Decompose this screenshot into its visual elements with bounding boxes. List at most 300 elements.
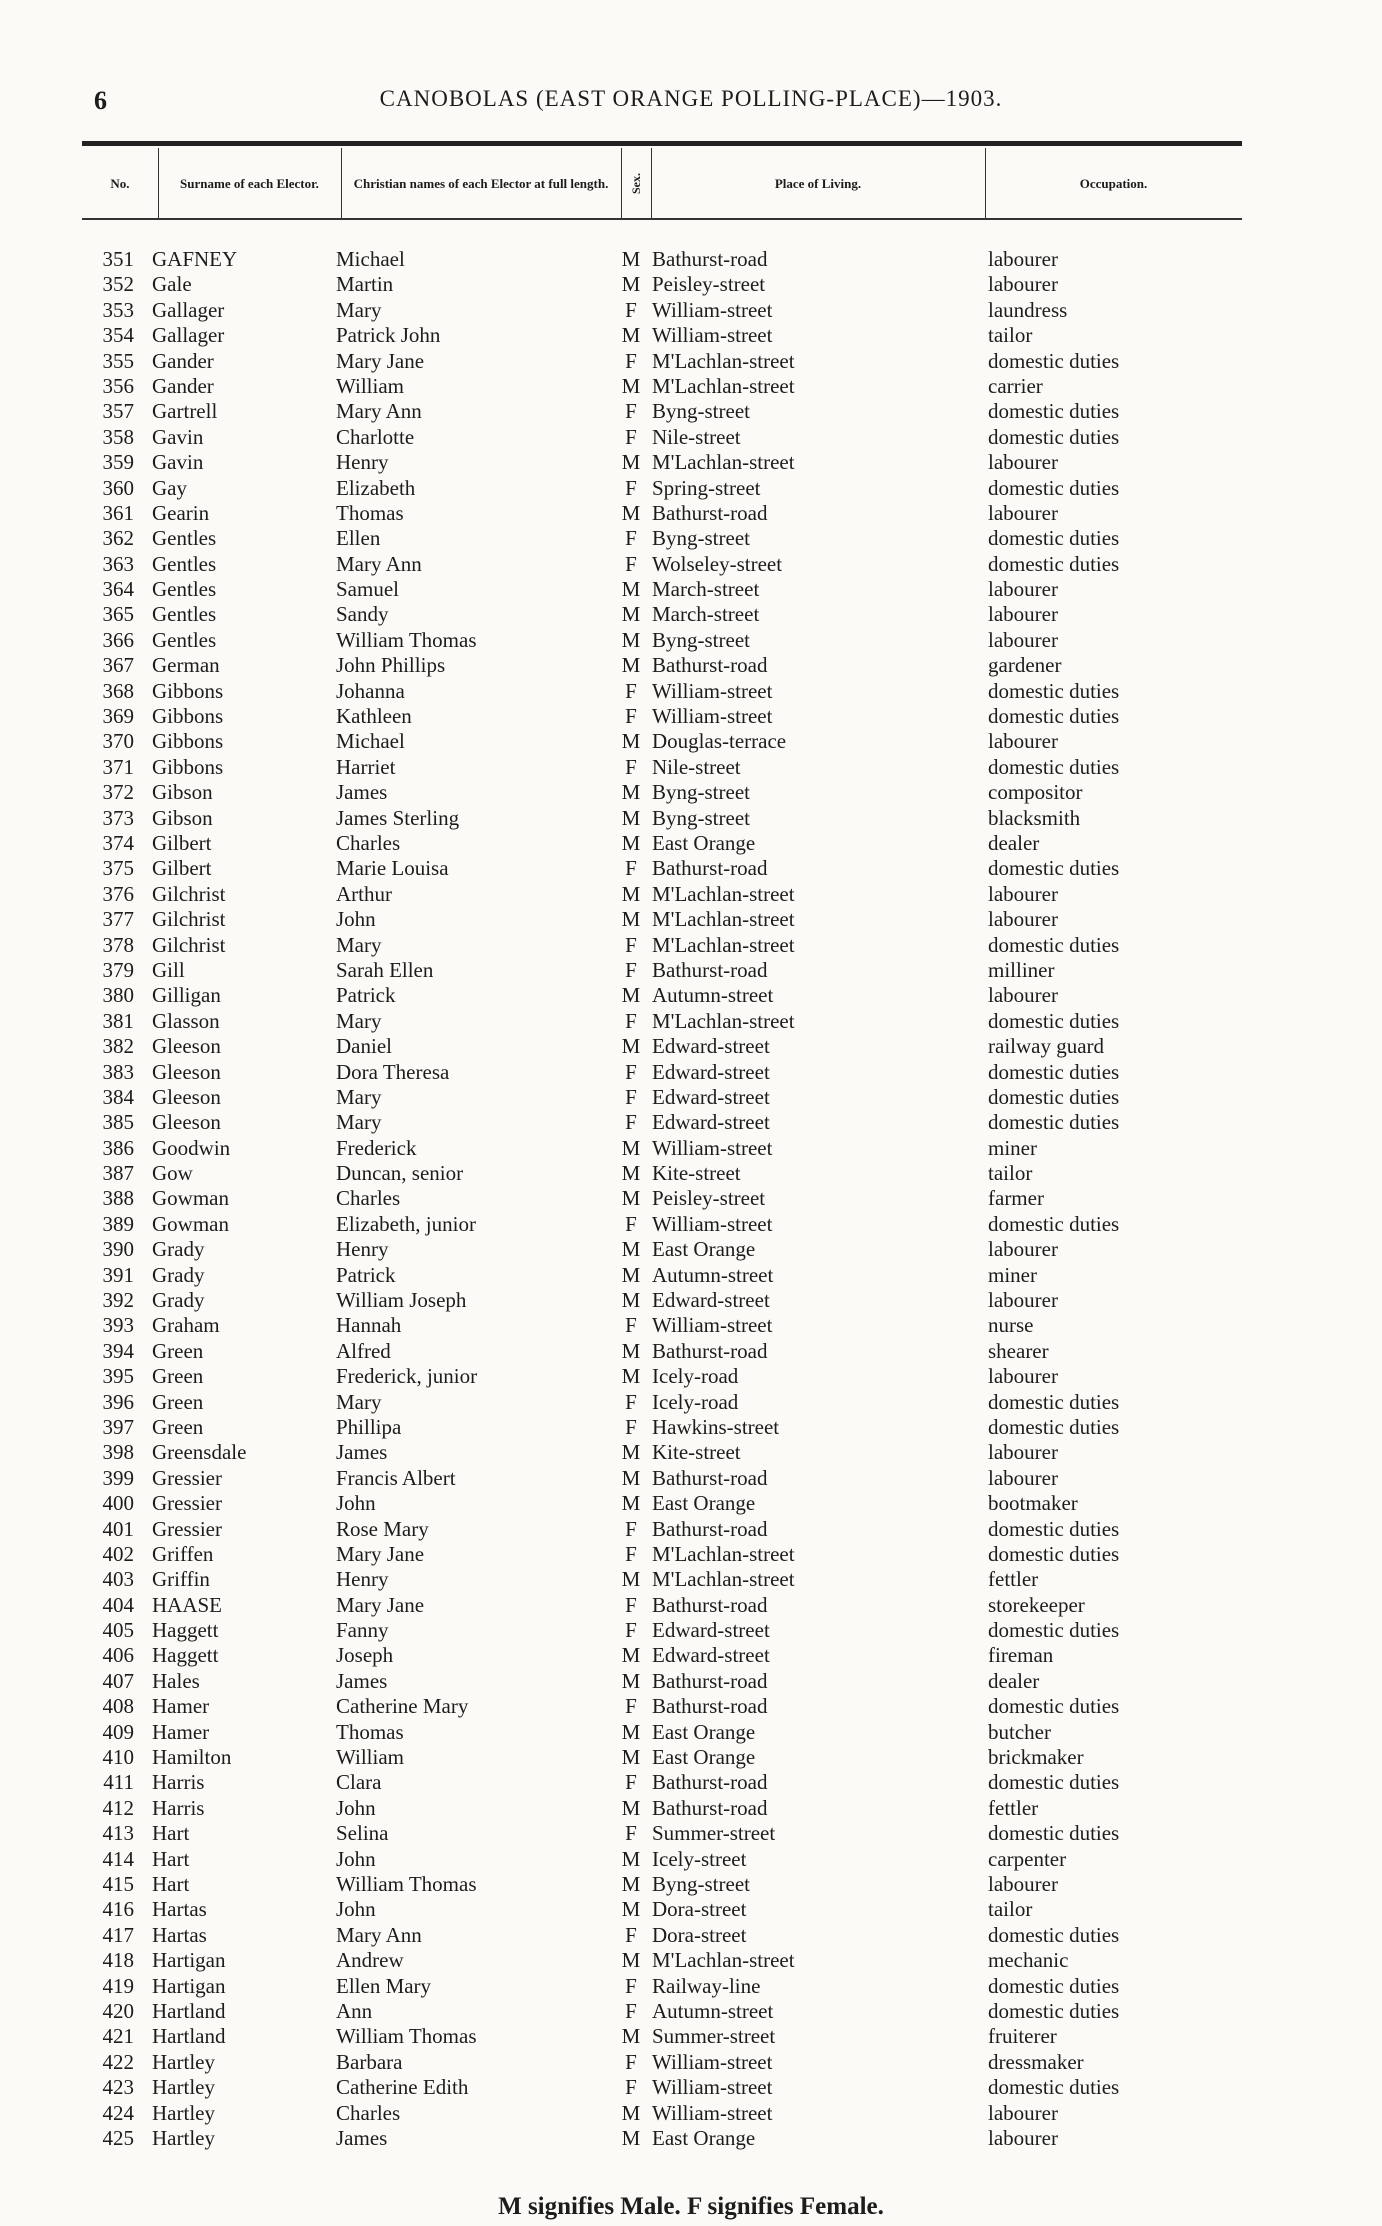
cell-no: 420 (102, 1998, 134, 2023)
cell-surname: Gressier (152, 1491, 222, 1516)
cell-sex: F (625, 1998, 637, 2023)
cell-christian: Mary Jane (336, 1592, 425, 1617)
cell-sex: M (621, 2024, 641, 2049)
cell-place: M'Lachlan-street (652, 373, 795, 398)
cell-occupation: labourer (988, 907, 1058, 932)
table-row (0, 1364, 1382, 1389)
cell-no: 362 (102, 526, 134, 551)
cell-occupation: carrier (988, 373, 1043, 398)
cell-no: 372 (102, 780, 134, 805)
cell-place: Bathurst-road (652, 1338, 768, 1363)
cell-no: 388 (102, 1186, 134, 1211)
cell-no: 358 (102, 424, 134, 449)
cell-surname: Gallager (152, 323, 225, 348)
cell-no: 419 (102, 1973, 134, 1998)
cell-christian: Henry (336, 450, 389, 475)
cell-surname: Grady (152, 1262, 205, 1287)
cell-christian: Sandy (336, 602, 389, 627)
cell-occupation: carpenter (988, 1846, 1067, 1871)
cell-no: 400 (102, 1491, 134, 1516)
cell-surname: Glasson (152, 1008, 220, 1033)
table-row (0, 1263, 1382, 1288)
cell-sex: F (625, 399, 637, 424)
cell-sex: F (625, 754, 637, 779)
cell-sex: F (625, 1516, 637, 1541)
cell-surname: Gander (152, 348, 214, 373)
cell-sex: M (621, 272, 641, 297)
cell-surname: Green (152, 1364, 204, 1389)
cell-christian: Clara (336, 1770, 382, 1795)
cell-surname: Gilchrist (152, 932, 226, 957)
cell-surname: Haggett (152, 1618, 219, 1643)
cell-no: 352 (102, 272, 134, 297)
table-row (0, 806, 1382, 831)
cell-christian: Joseph (336, 1643, 394, 1668)
cell-place: Icely-street (652, 1846, 747, 1871)
cell-surname: Green (152, 1338, 204, 1363)
table-row (0, 1974, 1382, 1999)
table-row (0, 1770, 1382, 1795)
cell-surname: HAASE (152, 1592, 223, 1617)
cell-no: 405 (102, 1618, 134, 1643)
cell-no: 397 (102, 1414, 134, 1439)
cell-place: East Orange (652, 1719, 756, 1744)
cell-occupation: labourer (988, 1288, 1058, 1313)
cell-christian: Dora Theresa (336, 1059, 450, 1084)
cell-occupation: labourer (988, 627, 1058, 652)
cell-sex: M (621, 1034, 641, 1059)
cell-christian: William Joseph (336, 1288, 467, 1313)
cell-surname: Gale (152, 272, 192, 297)
cell-occupation: labourer (988, 1237, 1058, 1262)
table-row (0, 1593, 1382, 1618)
cell-occupation: domestic duties (988, 1694, 1120, 1719)
table-row (0, 1339, 1382, 1364)
cell-place: Edward-street (652, 1110, 770, 1135)
table-row (0, 298, 1382, 323)
cell-place: M'Lachlan-street (652, 450, 795, 475)
cell-christian: Henry (336, 1237, 389, 1262)
cell-place: William-street (652, 2075, 773, 2100)
cell-occupation: domestic duties (988, 2075, 1120, 2100)
cell-place: William-street (652, 1135, 773, 1160)
cell-sex: M (621, 500, 641, 525)
elector-list (0, 247, 1382, 2151)
cell-surname: Gentles (152, 551, 217, 576)
table-row (0, 1415, 1382, 1440)
table-row (0, 476, 1382, 501)
cell-place: March-street (652, 577, 760, 602)
cell-surname: Hartland (152, 1998, 226, 2023)
cell-no: 422 (102, 2049, 134, 2074)
cell-surname: Haggett (152, 1643, 219, 1668)
cell-no: 396 (102, 1389, 134, 1414)
table-row (0, 1491, 1382, 1516)
cell-no: 408 (102, 1694, 134, 1719)
cell-occupation: dressmaker (988, 2049, 1084, 2074)
cell-christian: John (336, 1795, 376, 1820)
cell-sex: F (625, 1922, 637, 1947)
table-row (0, 450, 1382, 475)
cell-christian: William (336, 373, 404, 398)
cell-no: 361 (102, 500, 134, 525)
cell-christian: Johanna (336, 678, 405, 703)
cell-place: Nile-street (652, 754, 741, 779)
cell-christian: Frederick (336, 1135, 417, 1160)
table-row (0, 1517, 1382, 1542)
cell-occupation: labourer (988, 1440, 1058, 1465)
cell-occupation: shearer (988, 1338, 1049, 1363)
table-row (0, 2101, 1382, 2126)
cell-occupation: domestic duties (988, 678, 1120, 703)
cell-no: 381 (102, 1008, 134, 1033)
cell-sex: F (625, 1592, 637, 1617)
cell-sex: M (621, 577, 641, 602)
cell-occupation: domestic duties (988, 526, 1120, 551)
cell-christian: Mary (336, 932, 382, 957)
cell-christian: Elizabeth, junior (336, 1211, 476, 1236)
cell-surname: Griffin (152, 1567, 210, 1592)
cell-christian: Ellen (336, 526, 381, 551)
col-header-no: No. (82, 148, 159, 218)
cell-occupation: labourer (988, 247, 1058, 271)
cell-sex: F (625, 348, 637, 373)
table-row (0, 1060, 1382, 1085)
cell-christian: Patrick (336, 983, 396, 1008)
cell-no: 395 (102, 1364, 134, 1389)
cell-occupation: domestic duties (988, 1389, 1120, 1414)
cell-occupation: labourer (988, 1465, 1058, 1490)
cell-no: 392 (102, 1288, 134, 1313)
cell-place: Byng-street (652, 526, 750, 551)
cell-surname: Gentles (152, 627, 217, 652)
cell-christian: Arthur (336, 881, 392, 906)
cell-place: Autumn-street (652, 983, 774, 1008)
cell-place: Byng-street (652, 780, 750, 805)
cell-no: 412 (102, 1795, 134, 1820)
cell-no: 423 (102, 2075, 134, 2100)
cell-sex: F (625, 932, 637, 957)
cell-sex: F (625, 1821, 637, 1846)
cell-no: 380 (102, 983, 134, 1008)
cell-place: March-street (652, 602, 760, 627)
cell-place: William-street (652, 704, 773, 729)
table-row (0, 1212, 1382, 1237)
cell-sex: M (621, 247, 641, 271)
cell-sex: M (621, 1567, 641, 1592)
cell-place: Nile-street (652, 424, 741, 449)
cell-surname: Gressier (152, 1516, 222, 1541)
cell-christian: John (336, 907, 376, 932)
cell-surname: Harris (152, 1770, 205, 1795)
cell-occupation: miner (988, 1262, 1037, 1287)
cell-place: Bathurst-road (652, 1516, 768, 1541)
cell-christian: Daniel (336, 1034, 392, 1059)
cell-no: 421 (102, 2024, 134, 2049)
cell-place: Edward-street (652, 1034, 770, 1059)
cell-sex: M (621, 1338, 641, 1363)
cell-sex: M (621, 780, 641, 805)
cell-sex: M (621, 1440, 641, 1465)
cell-sex: F (625, 297, 637, 322)
cell-no: 407 (102, 1668, 134, 1693)
cell-no: 365 (102, 602, 134, 627)
cell-sex: F (625, 1110, 637, 1135)
cell-no: 401 (102, 1516, 134, 1541)
cell-surname: Gentles (152, 577, 217, 602)
table-row (0, 1161, 1382, 1186)
cell-place: Wolseley-street (652, 551, 783, 576)
table-row (0, 933, 1382, 958)
cell-christian: Rose Mary (336, 1516, 429, 1541)
cell-sex: F (625, 551, 637, 576)
cell-sex: F (625, 1084, 637, 1109)
cell-no: 413 (102, 1821, 134, 1846)
cell-place: M'Lachlan-street (652, 1008, 795, 1033)
cell-sex: M (621, 1364, 641, 1389)
cell-christian: Phillipa (336, 1414, 402, 1439)
cell-surname: Hart (152, 1872, 190, 1896)
cell-occupation: domestic duties (988, 399, 1120, 424)
cell-surname: Hart (152, 1821, 190, 1846)
cell-christian: Charlotte (336, 424, 415, 449)
cell-surname: Hart (152, 1846, 190, 1871)
cell-occupation: railway guard (988, 1034, 1105, 1059)
cell-christian: Hannah (336, 1313, 402, 1338)
cell-occupation: dealer (988, 830, 1040, 855)
table-row (0, 1034, 1382, 1059)
cell-sex: M (621, 1745, 641, 1770)
cell-sex: M (621, 1186, 641, 1211)
cell-surname: Green (152, 1389, 204, 1414)
cell-no: 371 (102, 754, 134, 779)
cell-occupation: labourer (988, 2100, 1058, 2125)
table-row (0, 1847, 1382, 1872)
cell-surname: Gibbons (152, 729, 224, 754)
cell-surname: Gow (152, 1161, 193, 1186)
cell-sex: F (625, 2075, 637, 2100)
cell-christian: John (336, 1846, 376, 1871)
cell-place: Bathurst-road (652, 1465, 768, 1490)
cell-surname: Gearin (152, 500, 210, 525)
cell-surname: Gander (152, 373, 214, 398)
cell-sex: F (625, 526, 637, 551)
cell-surname: Gentles (152, 602, 217, 627)
cell-place: East Orange (652, 1237, 756, 1262)
cell-sex: M (621, 2125, 641, 2150)
cell-place: Byng-street (652, 805, 750, 830)
cell-sex: M (621, 1846, 641, 1871)
cell-surname: Gay (152, 475, 187, 500)
cell-sex: M (621, 323, 641, 348)
cell-place: East Orange (652, 1745, 756, 1770)
cell-occupation: fettler (988, 1795, 1039, 1820)
cell-no: 414 (102, 1846, 134, 1871)
table-row (0, 1466, 1382, 1491)
cell-sex: M (621, 1161, 641, 1186)
cell-no: 418 (102, 1948, 134, 1973)
table-row (0, 399, 1382, 424)
table-row (0, 704, 1382, 729)
table-row (0, 1313, 1382, 1338)
cell-christian: Duncan, senior (336, 1161, 464, 1186)
cell-no: 356 (102, 373, 134, 398)
col-header-sex: Sex. (621, 148, 652, 218)
cell-christian: Catherine Mary (336, 1694, 469, 1719)
col-header-surname: Surname of each Elector. (158, 148, 342, 218)
cell-place: Edward-street (652, 1618, 770, 1643)
cell-christian: Elizabeth (336, 475, 416, 500)
cell-occupation: domestic duties (988, 1998, 1120, 2023)
table-row (0, 1186, 1382, 1211)
cell-surname: Gartrell (152, 399, 218, 424)
cell-no: 389 (102, 1211, 134, 1236)
cell-place: Bathurst-road (652, 957, 768, 982)
cell-place: Icely-road (652, 1364, 739, 1389)
cell-christian: John Phillips (336, 653, 446, 678)
cell-place: Bathurst-road (652, 247, 768, 271)
cell-place: Edward-street (652, 1084, 770, 1109)
cell-sex: M (621, 627, 641, 652)
cell-no: 411 (103, 1770, 134, 1795)
cell-christian: William (336, 1745, 404, 1770)
table-row (0, 1542, 1382, 1567)
cell-no: 402 (102, 1541, 134, 1566)
cell-occupation: miner (988, 1135, 1037, 1160)
cell-sex: M (621, 2100, 641, 2125)
cell-surname: Gilchrist (152, 907, 226, 932)
cell-place: Bathurst-road (652, 1795, 768, 1820)
cell-sex: M (621, 907, 641, 932)
cell-place: M'Lachlan-street (652, 881, 795, 906)
table-row (0, 983, 1382, 1008)
table-row (0, 755, 1382, 780)
cell-surname: Gressier (152, 1465, 222, 1490)
cell-place: M'Lachlan-street (652, 932, 795, 957)
cell-christian: Michael (336, 729, 405, 754)
cell-no: 410 (102, 1745, 134, 1770)
cell-place: Kite-street (652, 1161, 741, 1186)
cell-christian: Frederick, junior (336, 1364, 478, 1389)
table-row (0, 1288, 1382, 1313)
cell-place: Edward-street (652, 1288, 770, 1313)
cell-sex: M (621, 1872, 641, 1896)
table-row (0, 2024, 1382, 2049)
table-row (0, 882, 1382, 907)
cell-surname: Hales (152, 1668, 200, 1693)
cell-christian: James (336, 1440, 388, 1465)
cell-surname: Gentles (152, 526, 217, 551)
cell-occupation: fruiterer (988, 2024, 1057, 2049)
cell-no: 360 (102, 475, 134, 500)
cell-sex: F (625, 1770, 637, 1795)
cell-surname: Gleeson (152, 1034, 221, 1059)
cell-no: 383 (102, 1059, 134, 1084)
cell-sex: F (625, 1389, 637, 1414)
cell-christian: Mary (336, 1084, 382, 1109)
cell-surname: Hartigan (152, 1973, 226, 1998)
cell-surname: Gleeson (152, 1084, 221, 1109)
cell-place: Bathurst-road (652, 856, 768, 881)
cell-no: 398 (102, 1440, 134, 1465)
cell-surname: Green (152, 1414, 204, 1439)
cell-surname: Gilligan (152, 983, 221, 1008)
table-row (0, 1720, 1382, 1745)
cell-occupation: domestic duties (988, 551, 1120, 576)
cell-christian: Thomas (336, 500, 404, 525)
page-title: CANOBOLAS (EAST ORANGE POLLING-PLACE)—1903. (379, 86, 1003, 111)
cell-sex: F (625, 1694, 637, 1719)
table-row (0, 831, 1382, 856)
cell-no: 369 (102, 704, 134, 729)
cell-sex: M (621, 1795, 641, 1820)
cell-place: Bathurst-road (652, 653, 768, 678)
cell-place: Bathurst-road (652, 1668, 768, 1693)
cell-no: 403 (102, 1567, 134, 1592)
cell-occupation: tailor (988, 1161, 1033, 1186)
cell-sex: M (621, 1135, 641, 1160)
cell-christian: William Thomas (336, 2024, 477, 2049)
cell-no: 399 (102, 1465, 134, 1490)
cell-sex: F (625, 1313, 637, 1338)
cell-place: William-street (652, 2049, 773, 2074)
cell-surname: Gleeson (152, 1059, 221, 1084)
cell-sex: M (621, 1465, 641, 1490)
table-row (0, 653, 1382, 678)
cell-occupation: fireman (988, 1643, 1054, 1668)
cell-surname: Hartley (152, 2049, 215, 2074)
cell-sex: M (621, 1262, 641, 1287)
table-row (0, 349, 1382, 374)
table-row (0, 602, 1382, 627)
cell-occupation: domestic duties (988, 475, 1120, 500)
cell-sex: M (621, 1719, 641, 1744)
cell-no: 366 (102, 627, 134, 652)
cell-christian: Charles (336, 830, 401, 855)
cell-place: Peisley-street (652, 272, 766, 297)
cell-surname: Hartas (152, 1897, 207, 1922)
cell-occupation: storekeeper (988, 1592, 1085, 1617)
cell-surname: Hamilton (152, 1745, 232, 1770)
cell-christian: Catherine Edith (336, 2075, 469, 2100)
cell-christian: Patrick (336, 1262, 396, 1287)
cell-christian: Mary (336, 1008, 382, 1033)
header-bottom-rule (82, 218, 1242, 220)
cell-christian: James Sterling (336, 805, 460, 830)
cell-christian: Mary Ann (336, 551, 422, 576)
table-row (0, 1796, 1382, 1821)
cell-sex: M (621, 729, 641, 754)
table-row (0, 1643, 1382, 1668)
cell-christian: Mary (336, 1110, 382, 1135)
cell-surname: Gill (152, 957, 185, 982)
cell-occupation: domestic duties (988, 1973, 1120, 1998)
cell-place: Byng-street (652, 627, 750, 652)
table-row (0, 1923, 1382, 1948)
cell-no: 353 (102, 297, 134, 322)
cell-sex: F (625, 1541, 637, 1566)
cell-surname: Hartley (152, 2125, 215, 2150)
cell-no: 406 (102, 1643, 134, 1668)
cell-sex: F (625, 678, 637, 703)
cell-place: Dora-street (652, 1897, 747, 1922)
table-header (82, 148, 1242, 218)
cell-sex: M (621, 830, 641, 855)
cell-christian: Mary Jane (336, 1541, 425, 1566)
cell-christian: Kathleen (336, 704, 412, 729)
cell-surname: Hartigan (152, 1948, 226, 1973)
cell-place: Byng-street (652, 399, 750, 424)
